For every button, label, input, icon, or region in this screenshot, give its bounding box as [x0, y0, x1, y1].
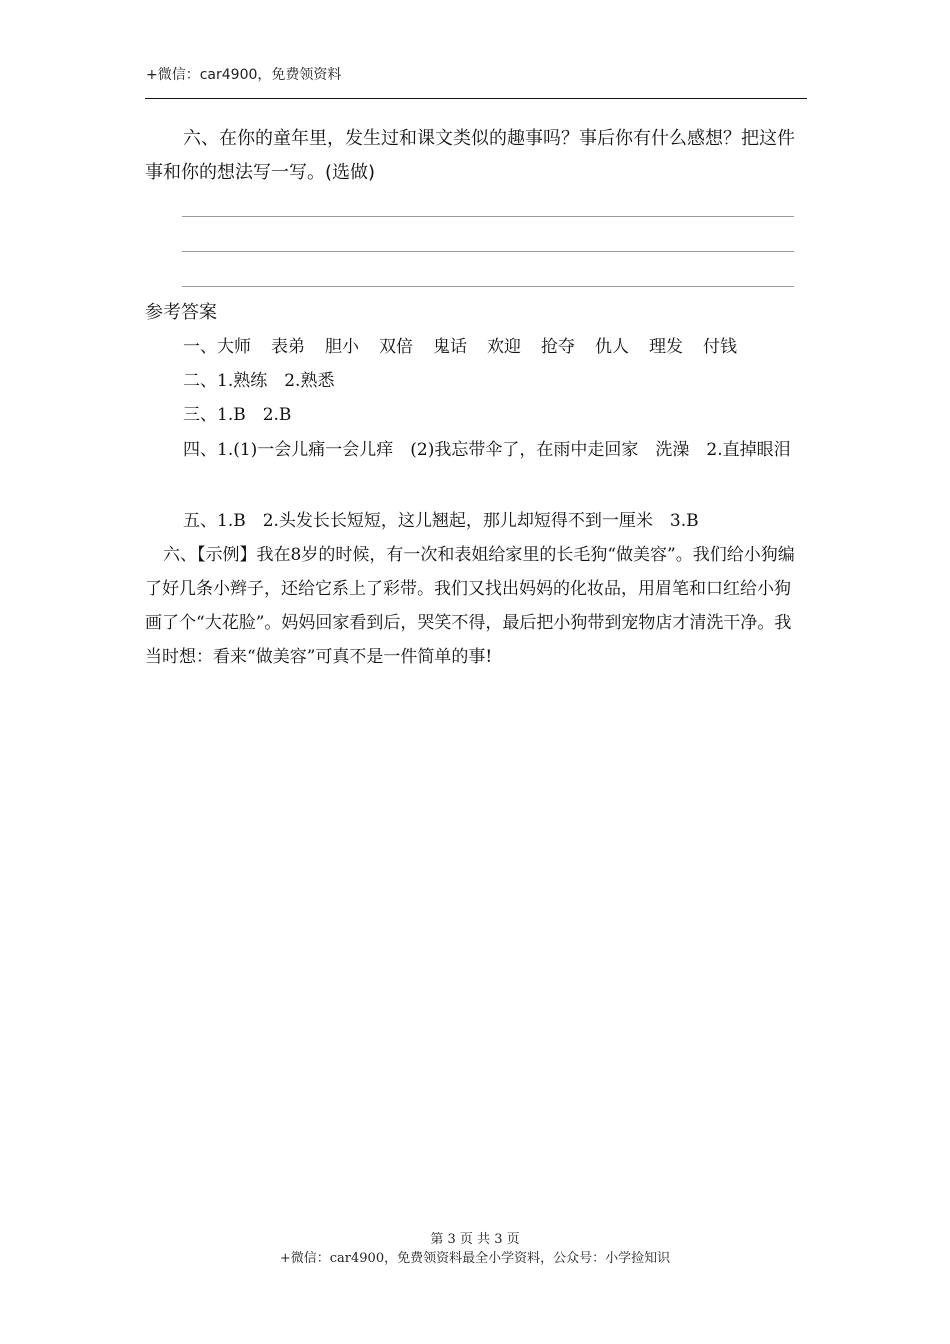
answer-word: 表弟 [271, 337, 305, 357]
answers-title: 参考答案 [145, 302, 217, 323]
footer-note: +微信：car4900，免费领资料最全小学资料，公众号：小学捡知识 [279, 1251, 671, 1266]
answer-1-prefix: 一、 [183, 337, 217, 357]
answer-4: 四、1.(1)一会儿痛一会儿痒 (2)我忘带伞了，在雨中走回家 洗澡 2.直掉眼泪 [183, 440, 791, 460]
answer-5: 五、1.B 2.头发长长短短，这儿翘起，那儿却短得不到一厘米 3.B [183, 511, 699, 531]
answer-word: 胆小 [325, 337, 359, 357]
answer-6: 六、【示例】我在8岁的时候，有一次和表姐给家里的长毛狗“做美容”。我们给小狗编了好几条小辫子，还给它系上了彩带。我们又找出妈妈的化妆品，用眉笔和口红给小狗画了个“大花脸”。妈妈回家看到后，哭笑不得，最后把小狗带到宠物店才清洗干净。我当时想：看来“做美容”可真不是一件简单的事! [145, 545, 795, 667]
answer-word: 抢夺 [541, 337, 575, 357]
answer-word: 理发 [649, 337, 683, 357]
answer-writing-line [182, 216, 794, 217]
answer-2: 二、1.熟练 2.熟悉 [183, 371, 335, 391]
question-6-text: 六、在你的童年里，发生过和课文类似的趣事吗？事后你有什么感想？把这件事和你的想法写一写。(选做) [145, 128, 795, 183]
answer-word: 欢迎 [487, 337, 521, 357]
answer-word: 付钱 [703, 337, 737, 357]
answer-3: 三、1.B 2.B [183, 405, 292, 425]
answer-word: 仇人 [595, 337, 629, 357]
answer-writing-line [182, 251, 794, 252]
answer-word: 大师 [217, 337, 251, 357]
header-note: +微信：car4900，免费领资料 [146, 67, 342, 83]
answer-word: 鬼话 [433, 337, 467, 357]
header-divider [145, 98, 807, 99]
answer-writing-line [182, 286, 794, 287]
answer-word: 双倍 [379, 337, 413, 357]
page-number: 第 3 页 共 3 页 [430, 1232, 520, 1247]
answer-1 [145, 330, 807, 364]
